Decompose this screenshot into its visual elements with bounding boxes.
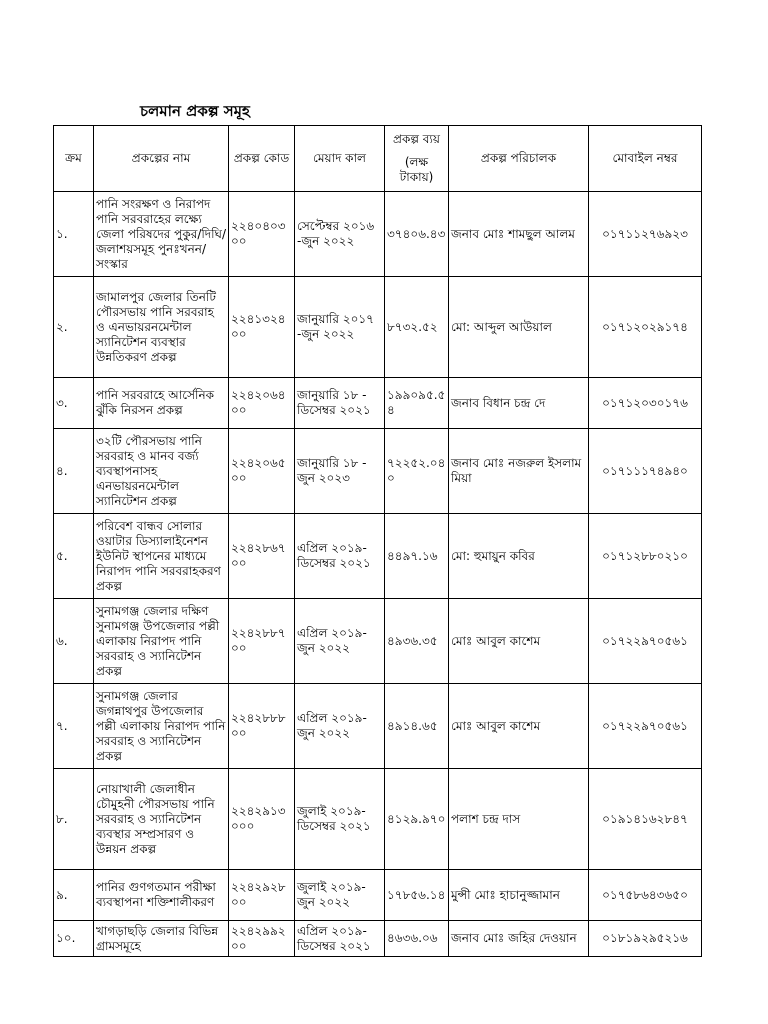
cell-project-code: ২২৪২৯১৩০০০ [229,769,295,870]
cell-serial: ৩. [54,378,94,429]
table-row [54,769,702,870]
cell-serial: ৬. [54,599,94,684]
cell-project-name: সুনামগঞ্জ জেলার দক্ষিণ সুনামগঞ্জ উপজেলার পল্লী এলাকায় নিরাপদ পানি সরবরাহ ও স্যানিটেশন প্রকল্প [94,599,229,684]
cell-director: জনাব মোঃ শামছুল আলম [449,192,589,277]
cell-project-name: সুনামগঞ্জ জেলার জগন্নাথপুর উপজেলার পল্লী এলাকায় নিরাপদ পানি সরবরাহ ও স্যানিটেশন প্রকল্প [94,684,229,769]
cell-cost: ১৯৯০৯৫.৫৪ [385,378,449,429]
cell-duration: জানুয়ারি ১৮ - ডিসেম্বর ২০২১ [295,378,385,429]
table-row [54,684,702,769]
cell-serial: ৯. [54,870,94,921]
cell-project-code: ২২৪২০৬৪০০ [229,378,295,429]
cell-duration: জুলাই ২০১৯- ডিসেম্বর ২০২১ [295,769,385,870]
header-director: প্রকল্প পরিচালক [449,126,589,192]
cell-duration: এপ্রিল ২০১৯- ডিসেম্বর ২০২১ [295,514,385,599]
cell-director: মুন্সী মোঃ হাচানুজ্জামান [449,870,589,921]
cell-director: জনাব মোঃ জহির দেওয়ান [449,921,589,957]
table-row [54,378,702,429]
cell-director: পলাশ চন্দ্র দাস [449,769,589,870]
cell-mobile: ০১৭৫৮৬৪৩৬৫০ [589,870,702,921]
cell-project-name: পানি সরবরাহে আর্সেনিক ঝুঁকি নিরসন প্রকল্প [94,378,229,429]
cell-project-name: জামালপুর জেলার তিনটি পৌরসভায় পানি সরবরাহ ও এনভায়রনমেন্টাল স্যানিটেশন ব্যবস্থার উন্নতিকরণ প্রকল্প [94,277,229,378]
cell-director: জনাব বিধান চন্দ্র দে [449,378,589,429]
cell-project-code: ২২৪২৮৬৭০০ [229,514,295,599]
cell-duration: এপ্রিল ২০১৯- জুন ২০২২ [295,599,385,684]
cell-cost: ৪১২৯.৯৭০ [385,769,449,870]
table-row [54,277,702,378]
cell-director: মোঃ আবুল কাশেম [449,599,589,684]
cell-duration: জানুয়ারি ২০১৭ -জুন ২০২২ [295,277,385,378]
table-row [54,192,702,277]
cell-project-name: পানি সংরক্ষণ ও নিরাপদ পানি সরবরাহের লক্ষ্যে জেলা পরিষদের পুকুর/দিঘি/জলাশয়সমূহ পুনঃখনন/সংস্কার [94,192,229,277]
cell-cost: ৪৬৩৬.০৬ [385,921,449,957]
cell-project-code: ২২৪০৪০৩০০ [229,192,295,277]
header-project-code: প্রকল্প কোড [229,126,295,192]
table-header-row [54,126,702,192]
cell-duration: এপ্রিল ২০১৯- ডিসেম্বর ২০২১ [295,921,385,957]
table-row [54,921,702,957]
cell-mobile: ০১৭১২৮৮০২১০ [589,514,702,599]
cell-duration: সেপ্টেম্বর ২০১৬ -জুন ২০২২ [295,192,385,277]
cell-serial: ১০. [54,921,94,957]
cell-mobile: ০১৭১১১৭৪৯৪০ [589,429,702,514]
cell-cost: ৪৪৯৭.১৬ [385,514,449,599]
header-serial: ক্রম [54,126,94,192]
cell-project-code: ২২৪১৩২৪০০ [229,277,295,378]
cell-serial: ৫. [54,514,94,599]
cell-project-code: ২২৪২৯৯২০০ [229,921,295,957]
table-row [54,599,702,684]
cell-project-code: ২২৪২৮৮৮০০ [229,684,295,769]
header-cost-label: প্রকল্প ব্যয় [393,132,440,146]
header-cost [385,126,449,192]
cell-project-code: ২২৪২৯২৮০০ [229,870,295,921]
cell-director: মো: হুমায়ুন কবির [449,514,589,599]
header-mobile: মোবাইল নম্বর [589,126,702,192]
cell-director: জনাব মোঃ নজরুল ইসলাম মিয়া [449,429,589,514]
projects-table [53,125,702,957]
cell-mobile: ০১৭১২০২৯১৭৪ [589,277,702,378]
cell-project-name: পানির গুণগতমান পরীক্ষা ব্যবস্থাপনা শক্তিশালীকরণ [94,870,229,921]
cell-duration: এপ্রিল ২০১৯- জুন ২০২২ [295,684,385,769]
cell-serial: ২. [54,277,94,378]
cell-cost: ৪৯১৪.৬৫ [385,684,449,769]
cell-serial: ৭. [54,684,94,769]
cell-mobile: ০১৭১১২৭৬৯২৩ [589,192,702,277]
cell-mobile: ০১৭২২৯৭০৫৬১ [589,684,702,769]
cell-project-name: খাগড়াছড়ি জেলার বিভিন্ন গ্রামসমূহে [94,921,229,957]
cell-mobile: ০১৮১৯২৯৫২১৬ [589,921,702,957]
cell-cost: ১৭৮৫৬.১৪ [385,870,449,921]
table-row [54,514,702,599]
cell-mobile: ০১৭২২৯৭০৫৬১ [589,599,702,684]
cell-mobile: ০১৯১৪১৬২৮৪৭ [589,769,702,870]
cell-duration: জানুয়ারি ১৮ - জুন ২০২৩ [295,429,385,514]
cell-project-name: পরিবেশ বান্ধব সোলার ওয়াটার ডিস্যালাইনেশন ইউনিট স্থাপনের মাধ্যমে নিরাপদ পানি সরবরাহকরণ প্রকল্প [94,514,229,599]
cell-cost: ৮৭৩২.৫২ [385,277,449,378]
cell-duration: জুলাই ২০১৯- জুন ২০২২ [295,870,385,921]
cell-project-name: নোয়াখালী জেলাধীন চৌমুহনী পৌরসভায় পানি সরবরাহ ও স্যানিটেশন ব্যবস্থার সম্প্রসারণ ও উন্নয়ন প্রকল্প [94,769,229,870]
cell-project-name: ৩২টি পৌরসভায় পানি সরবরাহ ও মানব বর্জ্য ব্যবস্থাপনাসহ এনভায়রনমেন্টাল স্যানিটেশন প্রকল্প [94,429,229,514]
table-row [54,429,702,514]
cell-cost: ৪৯৩৬.৩৫ [385,599,449,684]
header-project-name: প্রকল্পের নাম [94,126,229,192]
cell-director: মোঃ আবুল কাশেম [449,684,589,769]
cell-project-code: ২২৪২৮৮৭০০ [229,599,295,684]
cell-serial: ১. [54,192,94,277]
header-cost-unit: (লক্ষ টাকায়) [399,155,434,184]
header-duration: মেয়াদ কাল [295,126,385,192]
cell-director: মো: আব্দুল আউয়াল [449,277,589,378]
cell-serial: ৮. [54,769,94,870]
cell-mobile: ০১৭১২০৩০১৭৬ [589,378,702,429]
cell-project-code: ২২৪২০৬৫০০ [229,429,295,514]
page-title: চলমান প্রকল্প সমূহ [140,102,250,120]
cell-cost: ৩৭৪০৬.৪৩ [385,192,449,277]
table-row [54,870,702,921]
cell-cost: ৭২২৫২.০৪০ [385,429,449,514]
cell-serial: ৪. [54,429,94,514]
